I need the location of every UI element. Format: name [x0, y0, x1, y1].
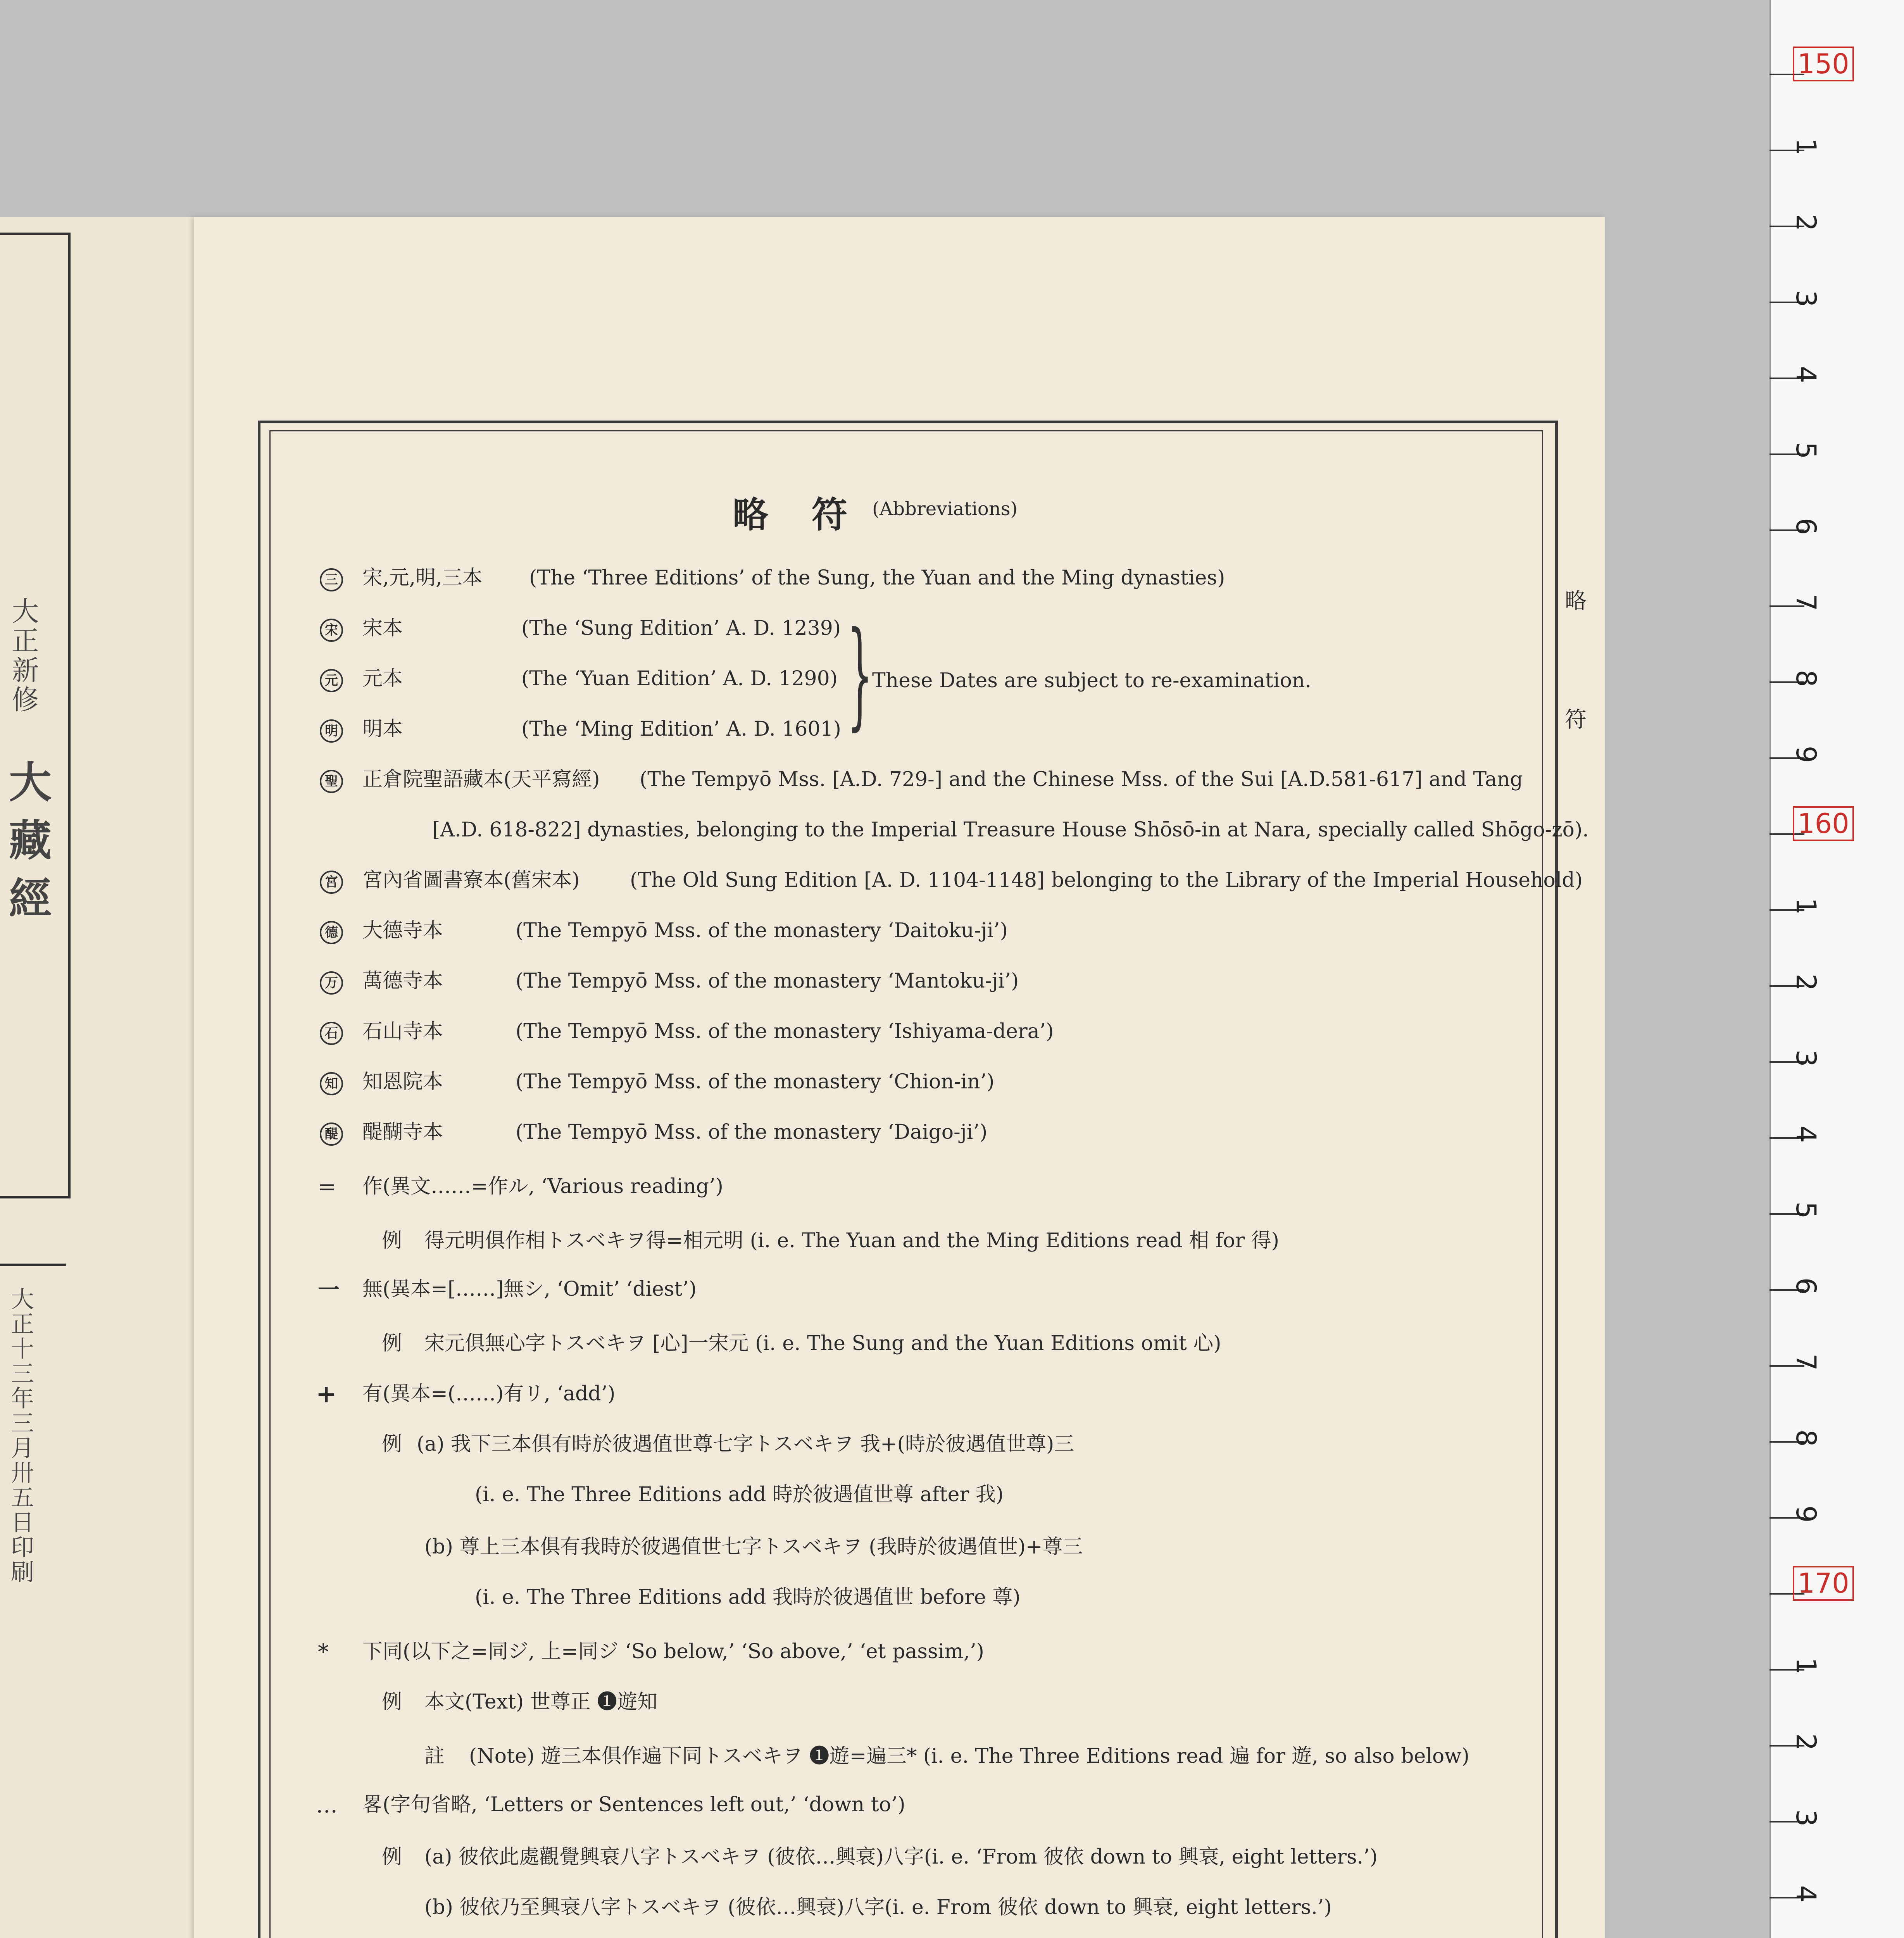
- plus-example-label: 例: [382, 1433, 402, 1456]
- edition-mark-icon: [320, 617, 343, 642]
- edition-mark-glyph: 醍: [320, 1122, 343, 1146]
- dots-example-b: (b) 彼依乃至興衰八字トスベキヲ (彼依…興衰)八字(i. e. From 彼依 down to 興衰, eight letters.’): [424, 1896, 1332, 1919]
- edition-description: (The Tempyō Mss. [A.D. 729-] and the Chinese Mss. of the Sui [A.D.581-617] and Tang: [640, 768, 1523, 791]
- plus-example-b-gloss: (i. e. The Three Editions add 我時於彼遇值世 before 尊): [475, 1586, 1021, 1609]
- edition-name: 明本: [362, 717, 403, 741]
- edition-description: (The Old Sung Edition [A. D. 1104-1148] belonging to the Library of the Imperial Household): [630, 869, 1583, 892]
- equals-symbol: =: [318, 1174, 336, 1200]
- plus-example-a: (a) 我下三本俱有時於彼遇值世尊七字トスベキヲ 我+(時於彼遇值世尊)三: [417, 1433, 1074, 1456]
- edition-mark-glyph: 三: [320, 568, 343, 591]
- edition-name: 醍醐寺本: [362, 1121, 443, 1144]
- ruler-digit: 6: [1790, 518, 1822, 535]
- plus-example-a-gloss: (i. e. The Three Editions add 時於彼遇值世尊 after 我): [475, 1483, 1004, 1506]
- ruler-digit: 9: [1790, 1505, 1822, 1523]
- plus-example-b: (b) 尊上三本俱有我時於彼遇值世七字トスベキヲ (我時於彼遇值世)+尊三: [424, 1535, 1083, 1559]
- ruler-cm-label: 160: [1793, 806, 1854, 841]
- left-vertical-big: 大藏經: [2, 760, 52, 934]
- edition-name: 元本: [362, 667, 403, 690]
- edition-mark-glyph: 德: [320, 921, 343, 944]
- edition-mark-glyph: 宮: [320, 871, 343, 894]
- edition-mark-icon: [320, 969, 343, 995]
- dots-example-a: (a) 彼依此處觀覺興衰八字トスベキヲ (彼依…興衰)八字(i. e. ‘From 彼依 down to 興衰, eight letters.’): [424, 1845, 1378, 1869]
- ruler-digit: 2: [1790, 974, 1822, 991]
- minus-example: 宋元俱無心字トスベキヲ [心]一宋元 (i. e. The Sung and the Yuan Editions omit 心): [424, 1332, 1221, 1355]
- ruler-digit: 4: [1790, 1126, 1822, 1143]
- dots-description: 畧(字句省略, ‘Letters or Sentences left out,’ ‘down to’): [362, 1793, 905, 1816]
- edition-mark-glyph: 明: [320, 719, 343, 743]
- equals-description: 作(異文……=作ル, ‘Various reading’): [362, 1175, 723, 1198]
- ruler-digit: 3: [1790, 1809, 1822, 1827]
- star-note-label: 註: [424, 1745, 445, 1768]
- star-symbol: *: [318, 1640, 329, 1665]
- ruler-cm-label: 150: [1793, 47, 1854, 81]
- edition-name: 萬德寺本: [362, 969, 443, 993]
- edition-description: (The Tempyō Mss. of the monastery ‘Mantoku-ji’): [516, 969, 1019, 993]
- left-vertical-date: 大正十三年三月卅五日印刷: [7, 1287, 34, 1585]
- brace-note: These Dates are subject to re-examination.: [872, 669, 1311, 692]
- ruler-digit: 1: [1790, 138, 1822, 155]
- edition-mark-icon: [320, 869, 343, 894]
- edition-mark-icon: [320, 566, 343, 591]
- minus-symbol: 一: [318, 1277, 340, 1303]
- left-page-frame: [0, 233, 71, 1198]
- star-example-text: 本文(Text) 世尊正 ❶遊知: [424, 1690, 658, 1714]
- edition-mark-glyph: 万: [320, 971, 343, 995]
- edition-name: 宋,元,明,三本: [362, 566, 483, 590]
- ruler-digit: 5: [1790, 1202, 1822, 1219]
- dots-symbol: …: [316, 1793, 338, 1818]
- page-title-english: (Abbreviations): [872, 498, 1018, 520]
- edition-mark-icon: [320, 919, 343, 944]
- edition-name: 大德寺本: [362, 919, 443, 942]
- edition-mark-icon: [320, 768, 343, 793]
- edition-mark-glyph: 知: [320, 1072, 343, 1095]
- edition-name: 宮內省圖書寮本(舊宋本): [362, 869, 580, 892]
- ruler-digit: 4: [1790, 366, 1822, 383]
- edition-name: 正倉院聖語藏本(天平寫經): [362, 768, 600, 791]
- plus-symbol: +: [316, 1379, 337, 1409]
- star-description: 下同(以下之=同ジ, 上=同ジ ‘So below,’ ‘So above,’ ‘et passim,’): [362, 1640, 984, 1663]
- brace-icon: }: [847, 607, 873, 742]
- edition-description: (The Tempyō Mss. of the monastery ‘Chion-in’): [516, 1070, 995, 1093]
- ruler-digit: 8: [1790, 670, 1822, 687]
- minus-example-label: 例: [382, 1332, 402, 1355]
- ruler-digit: 2: [1790, 214, 1822, 231]
- margin-label: 略符: [1561, 589, 1587, 826]
- ruler-digit: 3: [1790, 1050, 1822, 1067]
- ruler-digit: 7: [1790, 1353, 1822, 1371]
- edition-description: (The ‘Yuan Edition’ A. D. 1290): [521, 667, 838, 690]
- equals-example-label: 例: [382, 1229, 402, 1252]
- edition-mark-glyph: 石: [320, 1022, 343, 1045]
- equals-example: 得元明俱作相トスベキヲ得=相元明 (i. e. The Yuan and the Ming Editions read 相 for 得): [424, 1229, 1279, 1252]
- edition-mark-icon: [320, 717, 343, 743]
- edition-name: 石山寺本: [362, 1020, 443, 1043]
- edition-mark-icon: [320, 667, 343, 692]
- ruler-digit: 9: [1790, 746, 1822, 763]
- ruler-digit: 8: [1790, 1429, 1822, 1447]
- edition-mark-glyph: 元: [320, 669, 343, 692]
- star-note: (Note) 遊三本俱作遍下同トスベキヲ ❶遊=遍三* (i. e. The Three Editions read 遍 for 遊, so also below): [469, 1745, 1469, 1768]
- minus-description: 無(異本=[……]無シ, ‘Omit’ ‘diest’): [362, 1278, 697, 1301]
- edition-name: 知恩院本: [362, 1070, 443, 1093]
- edition-name: 宋本: [362, 617, 403, 640]
- edition-mark-icon: [320, 1121, 343, 1146]
- ruler-digit: 6: [1790, 1278, 1822, 1295]
- ruler-cm-label: 170: [1793, 1566, 1854, 1601]
- edition-description: (The ‘Three Editions’ of the Sung, the Yuan and the Ming dynasties): [529, 566, 1225, 590]
- edition-mark-icon: [320, 1020, 343, 1045]
- ruler-digit: 2: [1790, 1733, 1822, 1751]
- ruler-digit: 4: [1790, 1885, 1822, 1903]
- plus-description: 有(異本=(……)有リ, ‘add’): [362, 1382, 616, 1405]
- ruler-digit: 1: [1790, 1657, 1822, 1675]
- ruler-digit: 3: [1790, 290, 1822, 307]
- left-vertical-title: 大正新修: [7, 597, 39, 715]
- edition-description-cont: [A.D. 618-822] dynasties, belonging to the Imperial Treasure House Shōsō-in at Nara, specially called Shōgo-zō).: [432, 818, 1589, 841]
- edition-description: (The Tempyō Mss. of the monastery ‘Ishiyama-dera’): [516, 1020, 1054, 1043]
- page-title: 略 符: [733, 494, 863, 536]
- ruler-digit: 5: [1790, 442, 1822, 459]
- edition-description: (The Tempyō Mss. of the monastery ‘Daigo-ji’): [516, 1121, 988, 1144]
- edition-mark-glyph: 宋: [320, 619, 343, 642]
- ruler-digit: 7: [1790, 594, 1822, 611]
- edition-mark-glyph: 聖: [320, 770, 343, 793]
- edition-mark-icon: [320, 1070, 343, 1095]
- star-example-label: 例: [382, 1690, 402, 1714]
- edition-description: (The ‘Ming Edition’ A. D. 1601): [521, 717, 841, 741]
- edition-description: (The ‘Sung Edition’ A. D. 1239): [521, 617, 841, 640]
- dots-example-label: 例: [382, 1845, 402, 1869]
- ruler-digit: 1: [1790, 898, 1822, 915]
- edition-description: (The Tempyō Mss. of the monastery ‘Daitoku-ji’): [516, 919, 1008, 942]
